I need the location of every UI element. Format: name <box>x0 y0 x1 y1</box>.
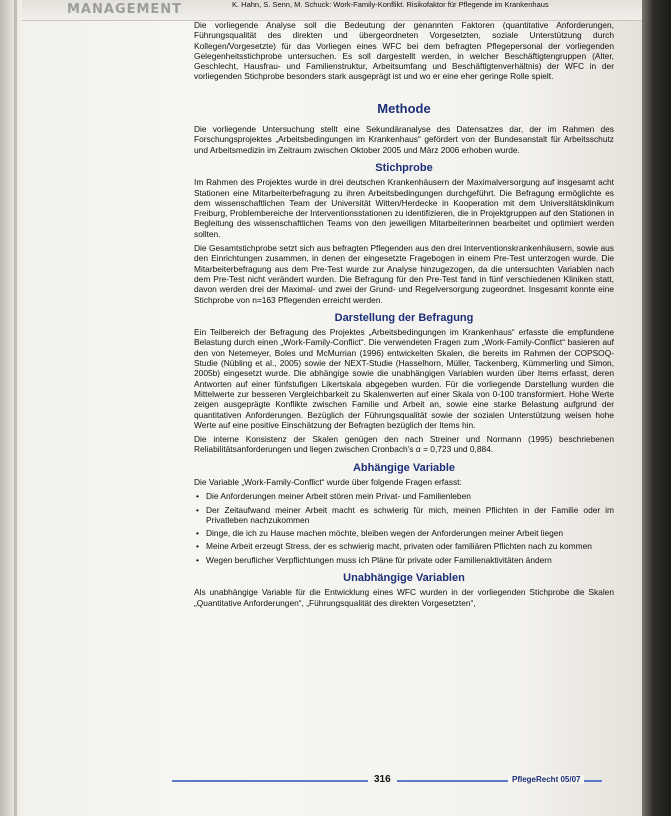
list-item: • Die Anforderungen meiner Arbeit stören mein Privat- und Familienleben <box>194 491 614 501</box>
binding-shadow <box>14 0 17 816</box>
unabhaengige-heading: Unabhängige Variablen <box>343 572 465 585</box>
page-left-edge <box>0 0 22 816</box>
methode-paragraph: Die vorliegende Untersuchung stellt eine Sekundäranalyse des Datensatzes dar, der im Rahmen des Forschungsprojektes „Arbeitsbedingungen im Krankenhaus“ gefördert von der Bundesanstalt für Arbeitsschutz und Arbeitsmedizin im Zeitraum zwischen Oktober 2005 und März 2006 erhoben wurde. <box>194 124 614 155</box>
darstellung-paragraph-2: Die interne Konsistenz der Skalen genügen den nach Streiner und Normann (1995) beschriebenen Reliabilitätsanforderungen und liegen zwischen Cronbach’s α = 0,723 und 0,884. <box>194 434 614 455</box>
abhaengige-intro: Die Variable „Work-Family-Conflict“ wurde über folgende Fragen erfasst: <box>194 476 462 487</box>
unabhaengige-paragraph: Als unabhängige Variable für die Entwicklung eines WFC wurden in der vorliegenden Stichprobe die Skalen „Quantitative Anforderungen“, „Führungsqualität des direkten Vorgesetzten“, <box>194 587 614 608</box>
document-page <box>22 0 642 816</box>
darstellung-paragraph-1: Ein Teilbereich der Befragung des Projektes „Arbeitsbedingungen im Krankenhaus“ erfasste die empfundene Belastung durch einen „Work-Family-Conflict“. Die verwendeten Fragen zum „Work-Family-Conflict“ basieren auf den von Netemeyer, Boles und McMurrian (1996) entwickelten Skalen, die bereits im Rahmen der COPSOQ-Studie (Nübling et al., 2005) sowie der NEXT-Studie (Hasselhorn, Müller, Tackenberg, Kümmerling und Simon, 2005b) eingesetzt wurde. Die abhängige sowie die unabhängigen Variablen wurden über Items erfasst, deren Antworten auf einer fünfstufigen Likertskala abgegeben wurden. Für die vorliegende Darstellung wurden die Mittelwerte zur besseren Vergleichbarkeit zu Skalenwerten auf einer Skala von 0-100 transformiert. Hohe Werte zeigen ausgeprägte Konflikte zwischen Familie und Arbeit an, sowie eine starke Belastung aufgrund der quantitativen Anforderungen. Bezüglich der Führungsqualität sowie der sozialen Unterstützung weisen hohe Werte auf eine positive Einschätzung der Befragten bezüglich der Items hin. <box>194 327 614 430</box>
article-body <box>194 20 614 612</box>
footer-journal-name: PflegeRecht 05/07 <box>508 775 584 784</box>
abhaengige-item-list <box>194 491 614 565</box>
darstellung-heading: Darstellung der Befragung <box>334 311 474 324</box>
intro-paragraph: Die vorliegende Analyse soll die Bedeutung der genannten Faktoren (quantitative Anforderungen, Führungsqualität des direkten und übergeordneten Vorgesetzten, soziale Unterstützung durch Kollegen/Vorgesetzte) für das Vorliegen eines WFC bei dem befragten Pflegepersonal der vorliegenden Gelegenheitsstichprobe untersuchen. Es soll dargestellt werden, in welcher Beschäftigtengruppen (Alter, Geschlecht, Hausfrau- und Familienstruktur, Arbeitsumfang und Beschäftigtenverhältnis) der WFC in der vorliegenden Stichprobe besonders stark ausgeprägt ist und wo er eine eher geringe Rolle spielt. <box>194 20 614 82</box>
list-item: • Der Zeitaufwand meiner Arbeit macht es schwierig für mich, meinen Pflichten in der Familie oder im Privatleben nachzukommen <box>194 505 614 526</box>
header-strip <box>22 0 642 21</box>
list-item: • Dinge, die ich zu Hause machen möchte, bleiben wegen der Anforderungen meiner Arbeit liegen <box>194 528 614 538</box>
list-item: • Wegen beruflicher Verpflichtungen muss ich Pläne für private oder Familienaktivitäten ändern <box>194 555 614 565</box>
abhaengige-heading: Abhängige Variable <box>352 461 456 474</box>
page-number: 316 <box>368 774 397 785</box>
methode-heading: Methode <box>377 100 431 116</box>
list-item: • Meine Arbeit erzeugt Stress, der es schwierig macht, privaten oder familiären Pflichten nach zu kommen <box>194 541 614 551</box>
journal-logo: MANAGEMENT <box>67 2 183 17</box>
page-footer <box>172 774 620 788</box>
running-head: K. Hahn, S. Senn, M. Schuck: Work-Family-Konflikt. Risikofaktor für Pflegende im Krankenhaus <box>232 0 549 9</box>
stichprobe-heading: Stichprobe <box>375 161 433 174</box>
stichprobe-paragraph-2: Die Gesamtstichprobe setzt sich aus befragten Pflegenden aus den drei Interventionskrankenhäusern, sowie aus den Einrichtungen zusammen, in denen der eingesetzte Fragebogen in einem Pre-Test unterzogen wurde. Die Mitarbeiterbefragung aus dem Pre-Test wurde zur Analyse hinzugezogen, da die untersuchten Variablen nach dem Pre-Test nicht verändert wurden. Die Befragung für den Pre-Test fand in fünf verschiedenen Kliniken statt, davon werden drei der Maximal- und zwei der Grund- und Regelversorgung zugeordnet. Insgesamt konnte eine Stichprobe von n=163 Pflegenden erreicht werden. <box>194 243 614 305</box>
page-right-curl <box>642 0 671 816</box>
stichprobe-paragraph-1: Im Rahmen des Projektes wurde in drei deutschen Krankenhäusern der Maximalversorgung auf insgesamt acht Stationen eine Mitarbeiterbefragung zu ihren Arbeitsbedingungen durchgeführt. Die Befragung ermöglichte es dem wissenschaftlichen Team der Universität Witten/Herdecke in Kooperation mit dem Universitätsklinikum Freiburg, Problembereiche der Interventionsstationen zu identifizieren, die in Projektgruppen auf den Stationen in Begleitung des wissenschaftlichen Teams von den jeweiligen Mitarbeiterinnen bearbeitet und optimiert werden sollten. <box>194 177 614 239</box>
